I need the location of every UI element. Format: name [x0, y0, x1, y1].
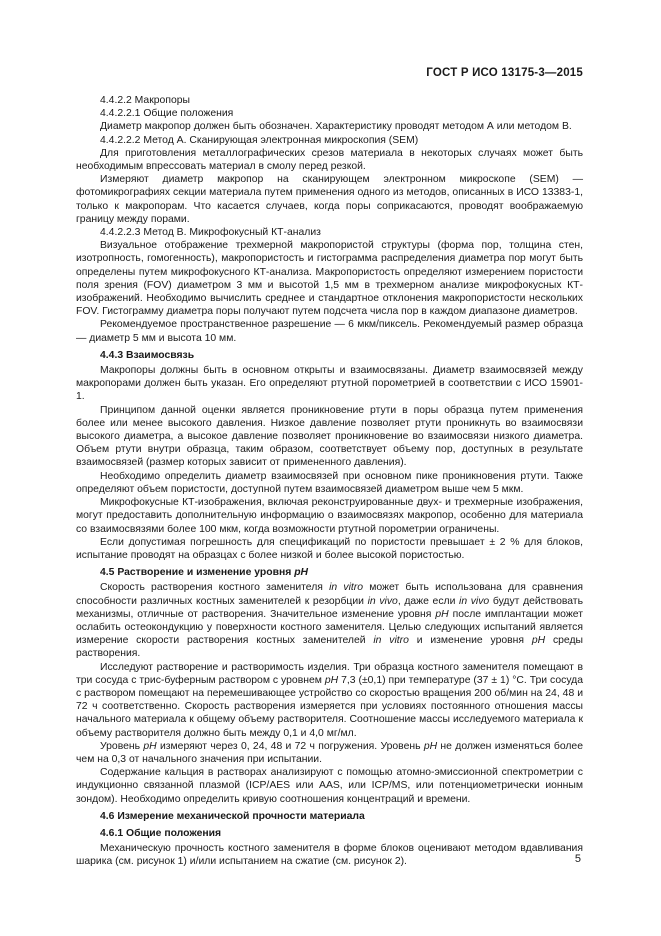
- paragraph: Скорость растворения костного заменителя in vitro может быть использована для сравнения способности различных костных заменителей к резорбции in vivo, даже если in vivo будут действовать механизмы, отличные от растворения. Значительное изменение уровня pH после имплантации может ослабить остеокондукцию у поверхности костного заменителя. Целью следующих испытаний является измерение скорости растворения костных заменителей in vitro и изменение уровня pH среды растворения.: [76, 582, 584, 660]
- paragraph: Макропоры должны быть в основном открыты и взаимосвязаны. Диаметр взаимосвязей между макропорами должен быть указан. Его определяют ртутной порометрией в соответствии с ИСО 15901-1.: [76, 365, 583, 403]
- document-header: ГОСТ Р ИСО 13175-3—2015: [426, 67, 583, 79]
- clause-heading: 4.4.2.2.3 Метод В. Микрофокусный КТ-анализ: [100, 227, 321, 239]
- paragraph: Принципом данной оценки является проникновение ртути в поры образца путем применения более или менее высокого давления. Низкое давление позволяет ртути проникнуть во взаимосвязи высокого диаметра, а высокое давление позволяет проникновение во взаимосвязи низкого диаметра. Объем ртути внутри образца, таким образом, соответствует объему пор, доступных в результате взаимосвязей (размер которых зависит от примененного давления).: [76, 404, 583, 469]
- paragraph: Если допустимая погрешность для спецификаций по пористости превышает ± 2 % для блоков, испытание проводят на образцах с более низкой и более высокой пористостью.: [76, 536, 583, 561]
- section-heading: 4.6 Измерение механической прочности материала: [100, 810, 365, 822]
- section-heading: 4.5 Растворение и изменение уровня pH: [100, 567, 309, 579]
- paragraph: Содержание кальция в растворах анализируют с помощью атомно-эмиссионной спектрометрии с индукционно связанной плазмой (ICP/AES или AAS, или ICP/MS, или потенциометрически ионным зондом). Необходимо определить кривую соотношения концентраций и времени.: [76, 767, 583, 805]
- paragraph: Необходимо определить диаметр взаимосвязей при основном пике проникновения ртути. Также определяют объем пористости, доступной путем взаимосвязей диаметром выше чем 5 мкм.: [76, 470, 583, 495]
- paragraph: Измеряют диаметр макропор на сканирующем электронном микроскопе (SEM) — фотомикрографиях секции материала путем применения одного из методов, описанных в ИСО 13383-1, только к макропорам. Что касается случаев, когда поры соприкасаются, проводят воображаемую границу между порами.: [76, 174, 583, 225]
- section-heading: 4.6.1 Общие положения: [100, 827, 222, 839]
- paragraph: Диаметр макропор должен быть обозначен. Характеристику проводят методом А или методом В.: [100, 121, 572, 133]
- paragraph: Рекомендуемое пространственное разрешение — 6 мкм/пиксель. Рекомендуемый размер образца — диаметр 5 мм и высота 10 мм.: [76, 319, 583, 344]
- paragraph: Для приготовления металлографических срезов материала в некоторых случаях может быть необходимым впрессовать материал в смолу перед резкой.: [76, 147, 583, 173]
- paragraph: Исследуют растворение и растворимость изделия. Три образца костного заменителя помещают в три сосуда с трис-буферным раствором с уровнем pH 7,3 (±0,1) при температуре (37 ± 1) °С. Три сосуда с раствором помещают на перемешивающее устройство со скоростью вращения 200 об/мин на 24, 48 и 72 ч соответственно. Скорость растворения измеряется при условиях постоянного отношения массы начального материала к общему объему растворителя. Соотношение массы исследуемого материала к объему растворителя должно быть между 0,1 и 4,0 мг/мл.: [76, 661, 584, 739]
- paragraph: Механическую прочность костного заменителя в форме блоков оценивают методом вдавливания шарика (см. рисунок 1) и/или испытанием на сжатие (см. рисунок 2).: [76, 843, 583, 868]
- paragraph: Уровень pH измеряют через 0, 24, 48 и 72 ч погружения. Уровень pH не должен изменяться более чем на 0,3 от начального значения при испытании.: [76, 740, 583, 765]
- section-heading: 4.4.3 Взаимосвязь: [100, 349, 195, 361]
- page-number: 5: [574, 853, 581, 865]
- clause-heading: 4.4.2.2 Макропоры: [100, 95, 190, 106]
- paragraph: Визуальное отображение трехмерной макропористой структуры (форма пор, толщина стен, изотропность, гомогенность), макропористость и гистограмма распределения диаметра пор могут быть определены путем микрофокусного КТ-анализа. Макропористость определяют измерением пористости поля зрения (FOV) диаметром 3 мм и высотой 1,5 мм в трехмерном анализе микрофокусных КТ-изображений. Необходимо вычислить среднее и стандартное отклонения макропористости нескольких FOV. Гистограмму диаметра поры получают путем подсчета числа пор в каждом диапазоне диаметров.: [76, 240, 583, 318]
- clause-heading: 4.4.2.2.1 Общие положения: [100, 108, 234, 120]
- clause-heading: 4.4.2.2.2 Метод А. Сканирующая электронная микроскопия (SEM): [100, 134, 419, 146]
- document-body: [76, 94, 583, 869]
- paragraph: Микрофокусные КТ-изображения, включая реконструированные двух- и трехмерные изображения, могут предоставить дополнительную информацию о взаимосвязях макропор, особенно для материала со взаимосвязями более 100 мкм, когда возможности ртутной порометрии ограничены.: [76, 497, 583, 535]
